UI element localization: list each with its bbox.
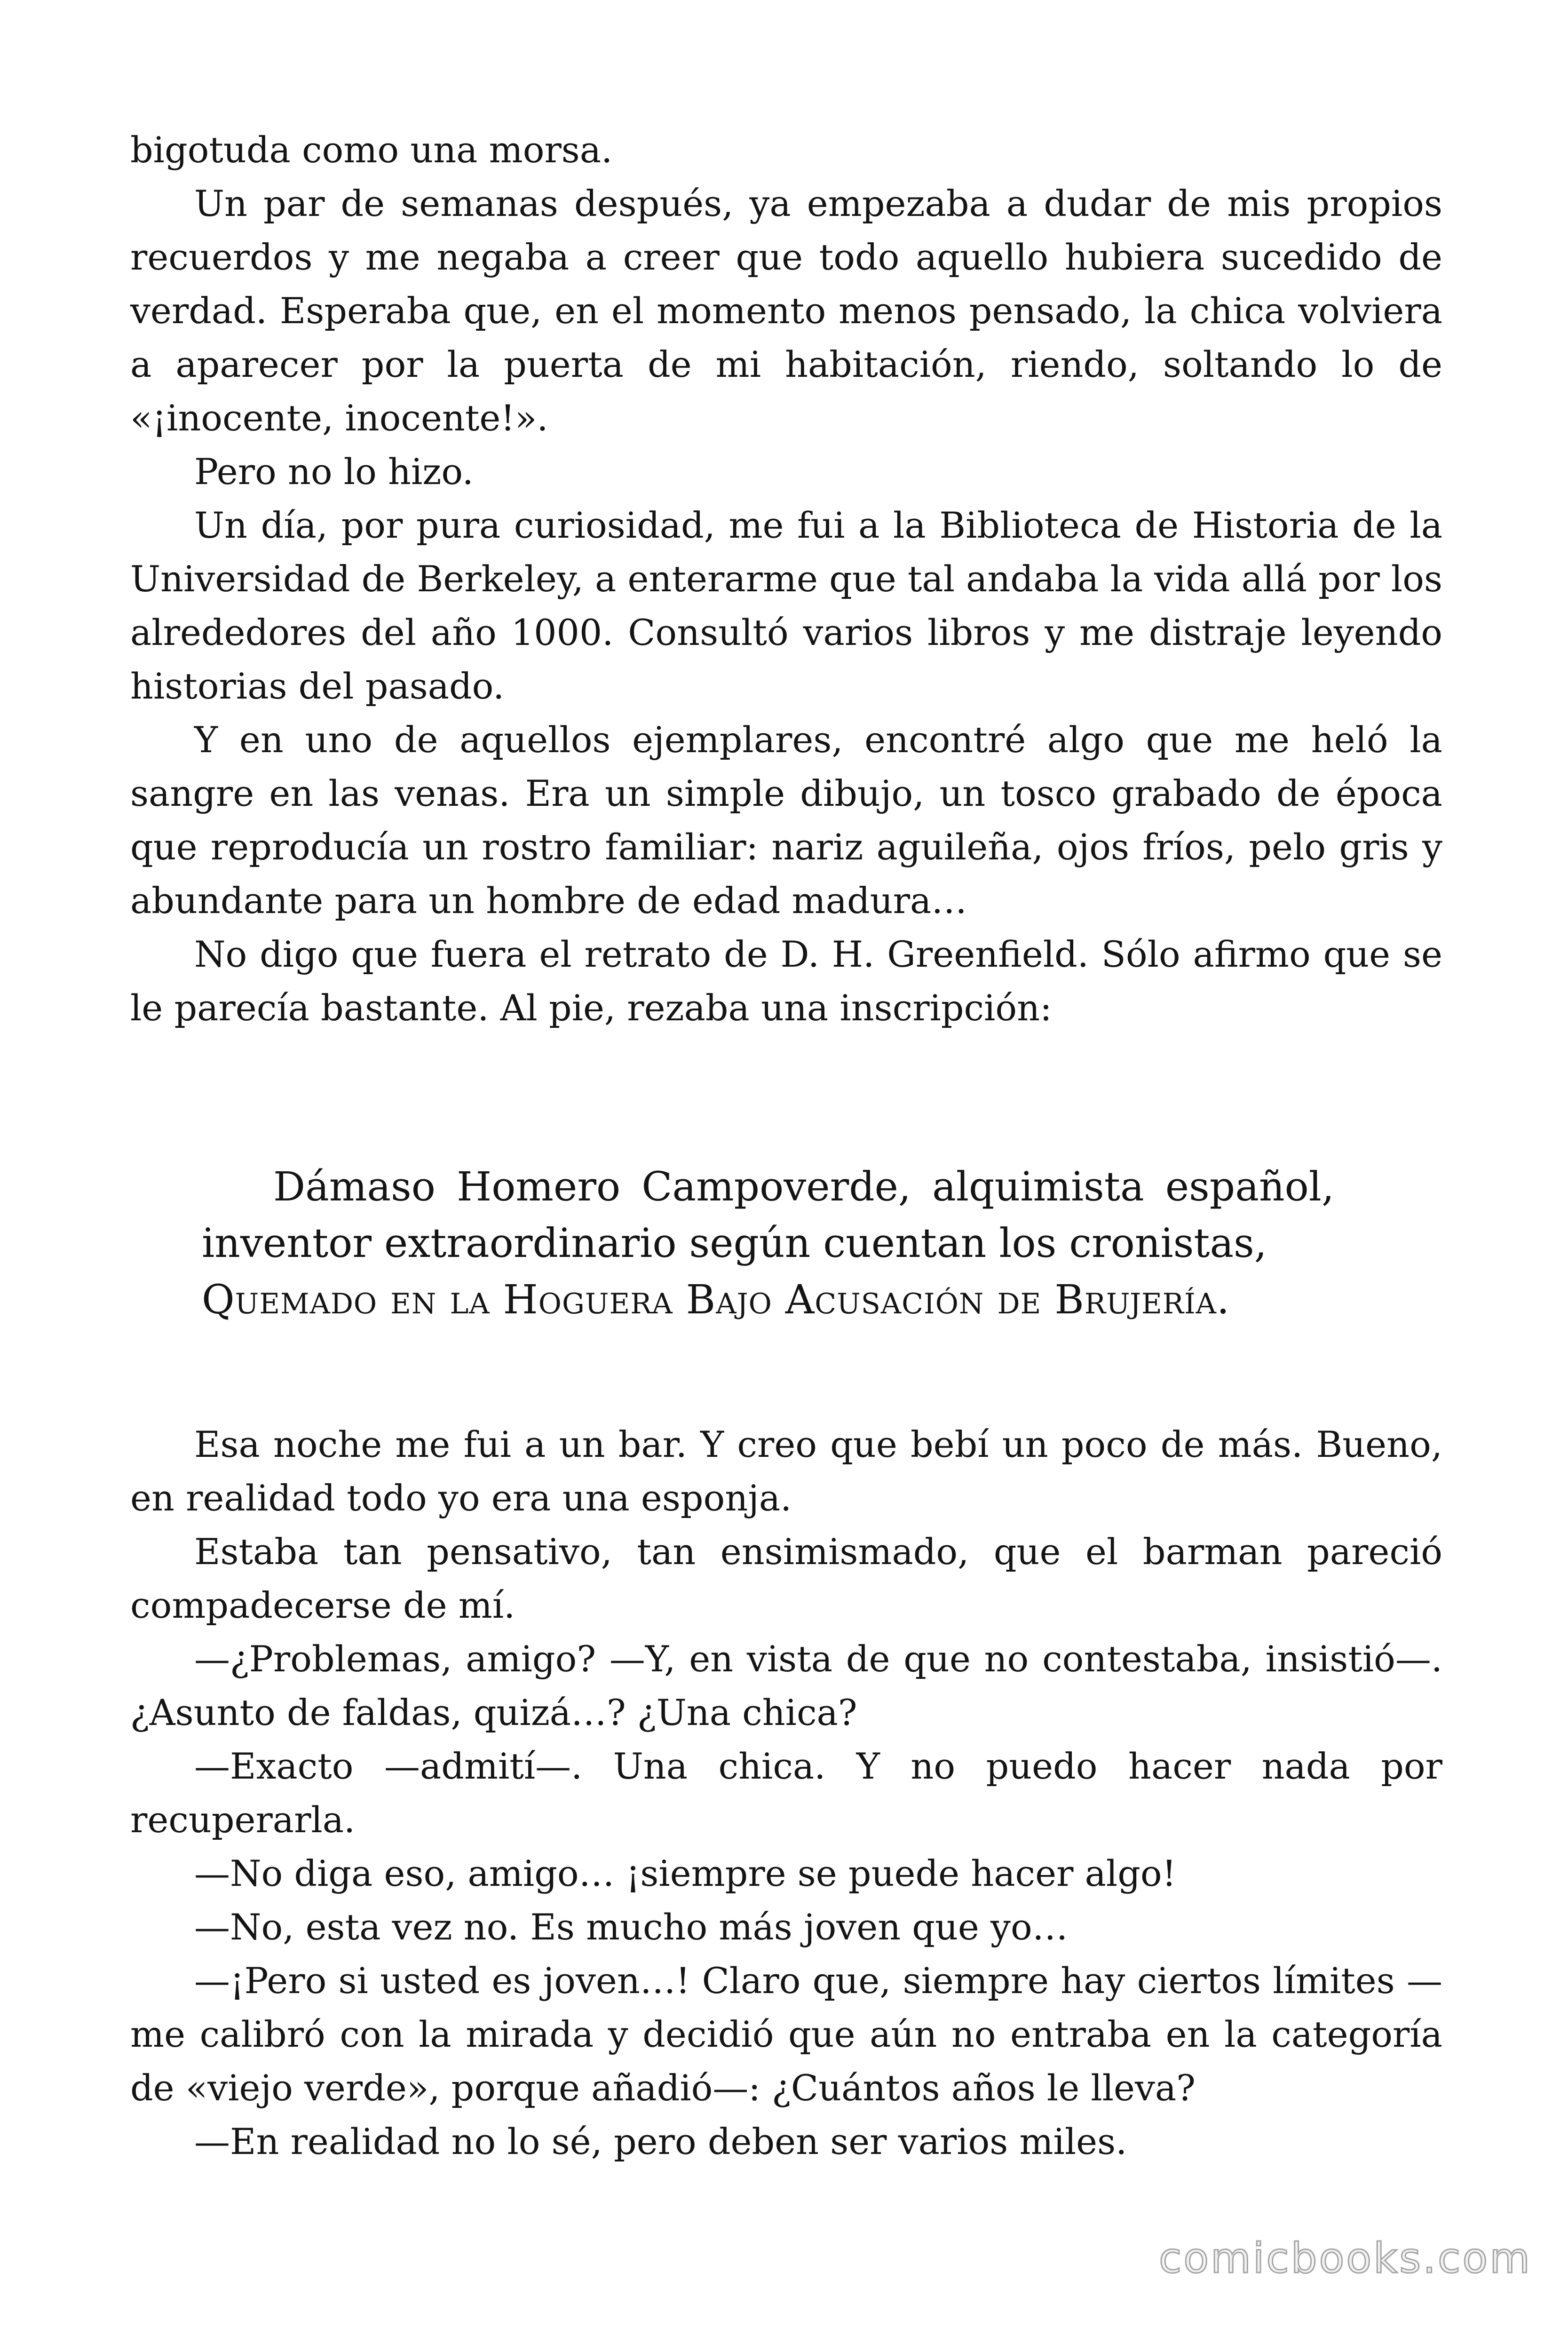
dialogue-line: —Exacto —admití—. Una chica. Y no puedo hacer nada por recuperarla. bbox=[130, 1745, 1442, 1841]
paragraph: Pero no lo hizo. bbox=[194, 451, 474, 493]
inscription-small-caps: Quemado en la Hoguera Bajo Acusación de Brujería. bbox=[202, 1277, 1230, 1323]
dialogue-line: —¡Pero si usted es joven…! Claro que, siempre hay ciertos límites —me calibró con la mirada y decidió que aún no entraba en la categoría de «viejo verde», porque añadió—: ¿Cuántos años le lleva? bbox=[130, 1960, 1442, 2109]
dialogue-line: —¿Problemas, amigo? —Y, en vista de que no contestaba, insistió—. ¿Asunto de faldas, quizá…? ¿Una chica? bbox=[130, 1638, 1442, 1733]
inscription-text: Dámaso Homero Campoverde, alquimista español, inventor extraordinario según cuentan los cronistas, bbox=[202, 1164, 1334, 1267]
paragraph: Estaba tan pensativo, tan ensimismado, que el barman pareció compadecerse de mí. bbox=[130, 1531, 1442, 1626]
watermark: comicbooks.com bbox=[1158, 2234, 1532, 2282]
paragraph-continued: bigotuda como una morsa. bbox=[130, 129, 613, 171]
paragraph: Un par de semanas después, ya empezaba a dudar de mis propios recuerdos y me negaba a creer que todo aquello hubiera sucedido de verdad. Esperaba que, en el momento menos pensado, la chica volviera a aparecer por la puerta de mi habitación, riendo, soltando lo de «¡inocente, inocente!». bbox=[130, 183, 1442, 439]
inscription-block bbox=[130, 1159, 1442, 1328]
page-body bbox=[130, 123, 1442, 2169]
paragraph: Esa noche me fui a un bar. Y creo que bebí un poco de más. Bueno, en realidad todo yo era una esponja. bbox=[130, 1423, 1442, 1519]
dialogue-line: —No diga eso, amigo… ¡siempre se puede hacer algo! bbox=[194, 1852, 1177, 1894]
paragraph: Y en uno de aquellos ejemplares, encontré algo que me heló la sangre en las venas. Era un simple dibujo, un tosco grabado de época que reproducía un rostro familiar: nariz aguileña, ojos fríos, pelo gris y abundante para un hombre de edad madura… bbox=[130, 719, 1442, 922]
paragraph: Un día, por pura curiosidad, me fui a la Biblioteca de Historia de la Universidad de Berkeley, a enterarme que tal andaba la vida allá por los alrededores del año 1000. Consultó varios libros y me distraje leyendo historias del pasado. bbox=[130, 504, 1442, 707]
dialogue-line: —No, esta vez no. Es mucho más joven que yo… bbox=[194, 1906, 1068, 1948]
dialogue-line: —En realidad no lo sé, pero deben ser varios miles. bbox=[194, 2121, 1127, 2162]
paragraph: No digo que fuera el retrato de D. H. Greenfield. Sólo afirmo que se le parecía bastante. Al pie, rezaba una inscripción: bbox=[130, 933, 1442, 1029]
